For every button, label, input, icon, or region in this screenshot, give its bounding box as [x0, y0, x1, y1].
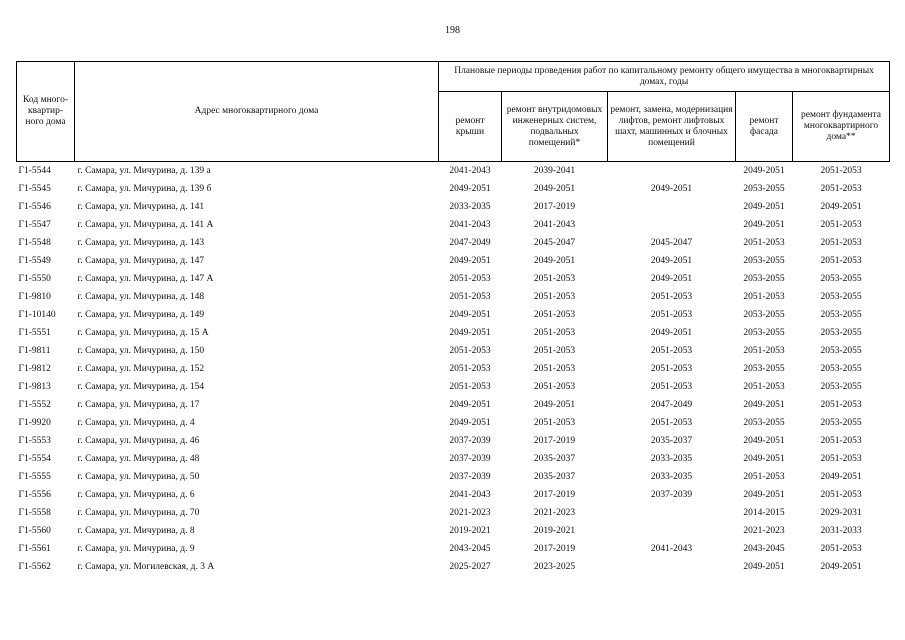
table-row [17, 234, 890, 252]
cell-facade: 2014-2015 [743, 508, 785, 518]
cell-roof: 2049-2051 [449, 328, 491, 338]
cell-facade: 2053-2055 [743, 184, 785, 194]
cell-foundation: 2051-2053 [820, 544, 862, 554]
cell-engineering-systems: 2051-2053 [533, 274, 576, 284]
table-row [17, 432, 890, 450]
cell-roof: 2037-2039 [449, 472, 491, 482]
cell-code: Г1-5555 [18, 472, 51, 482]
cell-roof: 2043-2045 [449, 544, 491, 554]
cell-elevators [608, 522, 736, 540]
table-header [17, 62, 890, 162]
cell-address: г. Самара, ул. Мичурина, д. 152 [77, 364, 205, 374]
cell-facade: 2049-2051 [743, 400, 785, 410]
cell-engineering-systems: 2049-2051 [533, 400, 576, 410]
table-row [17, 342, 890, 360]
cell-engineering-systems: 2051-2053 [533, 328, 576, 338]
cell-engineering-systems: 2049-2051 [533, 184, 576, 194]
cell-facade: 2053-2055 [743, 256, 785, 266]
cell-elevators: 2051-2053 [650, 292, 693, 302]
cell-code: Г1-9920 [18, 418, 51, 428]
cell-address: г. Самара, ул. Мичурина, д. 8 [77, 526, 195, 536]
table-body [17, 162, 890, 577]
cell-engineering-systems: 2019-2021 [533, 526, 576, 536]
table-row [17, 540, 890, 558]
header-engineering-systems: ремонт внутридомовых инженерных систем, подвальных помещений* [502, 92, 608, 162]
cell-roof: 2037-2039 [449, 454, 491, 464]
cell-engineering-systems: 2035-2037 [533, 454, 576, 464]
cell-facade: 2051-2053 [743, 472, 785, 482]
cell-code: Г1-5546 [18, 202, 51, 212]
cell-foundation: 2051-2053 [820, 454, 862, 464]
table-row [17, 450, 890, 468]
cell-address: г. Самара, ул. Мичурина, д. 70 [77, 508, 200, 518]
header-facade: ремонт фасада [736, 92, 793, 162]
cell-engineering-systems: 2035-2037 [533, 472, 576, 482]
table-row [17, 198, 890, 216]
cell-roof: 2041-2043 [449, 490, 491, 500]
cell-code: Г1-5552 [18, 400, 51, 410]
table-row [17, 180, 890, 198]
cell-roof: 2019-2021 [449, 526, 491, 536]
cell-roof: 2049-2051 [449, 310, 491, 320]
cell-facade: 2049-2051 [743, 202, 785, 212]
table-row [17, 396, 890, 414]
cell-address: г. Самара, ул. Мичурина, д. 48 [77, 454, 200, 464]
cell-code: Г1-5562 [18, 562, 51, 572]
cell-roof: 2041-2043 [449, 166, 491, 176]
cell-code: Г1-9811 [18, 346, 51, 356]
cell-facade: 2049-2051 [743, 562, 785, 572]
header-foundation: ремонт фундамента многоквартирного дома** [793, 92, 890, 162]
table-row [17, 360, 890, 378]
cell-foundation: 2053-2055 [820, 418, 862, 428]
cell-address: г. Самара, ул. Мичурина, д. 17 [77, 400, 200, 410]
cell-engineering-systems: 2049-2051 [533, 256, 576, 266]
cell-code: Г1-5545 [18, 184, 51, 194]
cell-code: Г1-5547 [18, 220, 51, 230]
cell-elevators [608, 504, 736, 522]
cell-roof: 2049-2051 [449, 400, 491, 410]
cell-elevators: 2049-2051 [650, 184, 693, 194]
cell-address: г. Самара, ул. Мичурина, д. 15 А [77, 328, 209, 338]
table-row [17, 468, 890, 486]
cell-elevators: 2051-2053 [650, 346, 693, 356]
cell-facade: 2049-2051 [743, 454, 785, 464]
cell-roof: 2049-2051 [449, 256, 491, 266]
cell-address: г. Самара, ул. Мичурина, д. 154 [77, 382, 205, 392]
cell-code: Г1-9810 [18, 292, 51, 302]
cell-address: г. Самара, ул. Мичурина, д. 148 [77, 292, 205, 302]
cell-foundation: 2053-2055 [820, 292, 862, 302]
cell-foundation: 2051-2053 [820, 238, 862, 248]
cell-address: г. Самара, ул. Мичурина, д. 139 а [77, 166, 211, 176]
cell-elevators [608, 216, 736, 234]
cell-foundation: 2053-2055 [820, 328, 862, 338]
cell-foundation: 2053-2055 [820, 310, 862, 320]
table-row [17, 414, 890, 432]
cell-address: г. Самара, ул. Мичурина, д. 139 б [77, 184, 212, 194]
cell-foundation: 2053-2055 [820, 364, 862, 374]
cell-elevators: 2051-2053 [650, 418, 693, 428]
cell-foundation: 2051-2053 [820, 220, 862, 230]
cell-foundation: 2049-2051 [820, 562, 862, 572]
cell-code: Г1-5560 [18, 526, 51, 536]
cell-foundation: 2031-2033 [820, 526, 862, 536]
cell-address: г. Самара, ул. Мичурина, д. 150 [77, 346, 205, 356]
cell-facade: 2053-2055 [743, 274, 785, 284]
cell-elevators: 2049-2051 [650, 328, 693, 338]
cell-engineering-systems: 2051-2053 [533, 346, 576, 356]
cell-facade: 2051-2053 [743, 346, 785, 356]
cell-foundation: 2053-2055 [820, 274, 862, 284]
cell-facade: 2021-2023 [743, 526, 785, 536]
cell-facade: 2049-2051 [743, 166, 785, 176]
cell-address: г. Самара, ул. Мичурина, д. 6 [77, 490, 195, 500]
cell-engineering-systems: 2045-2047 [533, 238, 576, 248]
header-address: Адрес многоквартирного дома [75, 62, 439, 162]
cell-foundation: 2053-2055 [820, 382, 862, 392]
table-row [17, 558, 890, 576]
cell-facade: 2051-2053 [743, 292, 785, 302]
cell-address: г. Самара, ул. Мичурина, д. 141 [77, 202, 205, 212]
cell-code: Г1-9813 [18, 382, 51, 392]
cell-roof: 2021-2023 [449, 508, 491, 518]
cell-roof: 2041-2043 [449, 220, 491, 230]
cell-roof: 2025-2027 [449, 562, 491, 572]
cell-address: г. Самара, ул. Мичурина, д. 149 [77, 310, 205, 320]
cell-address: г. Самара, ул. Мичурина, д. 143 [77, 238, 205, 248]
cell-facade: 2051-2053 [743, 238, 785, 248]
cell-facade: 2049-2051 [743, 436, 785, 446]
cell-foundation: 2051-2053 [820, 166, 862, 176]
cell-foundation: 2051-2053 [820, 256, 862, 266]
header-roof: ремонт крыши [439, 92, 502, 162]
cell-facade: 2053-2055 [743, 418, 785, 428]
table-row [17, 270, 890, 288]
cell-roof: 2047-2049 [449, 238, 491, 248]
cell-elevators: 2035-2037 [650, 436, 693, 446]
cell-facade: 2043-2045 [743, 544, 785, 554]
header-periods: Плановые периоды проведения работ по капитальному ремонту общего имущества в многоквартирных домах, годы [439, 62, 890, 92]
cell-address: г. Самара, ул. Мичурина, д. 147 [77, 256, 205, 266]
cell-engineering-systems: 2023-2025 [533, 562, 576, 572]
cell-engineering-systems: 2017-2019 [533, 202, 576, 212]
table-row [17, 306, 890, 324]
cell-facade: 2049-2051 [743, 220, 785, 230]
cell-facade: 2049-2051 [743, 490, 785, 500]
cell-elevators: 2041-2043 [650, 544, 693, 554]
cell-foundation: 2051-2053 [820, 400, 862, 410]
cell-engineering-systems: 2051-2053 [533, 310, 576, 320]
cell-code: Г1-5561 [18, 544, 51, 554]
cell-code: Г1-5550 [18, 274, 51, 284]
cell-roof: 2051-2053 [449, 364, 491, 374]
table-row [17, 216, 890, 234]
page-number: 198 [445, 25, 460, 36]
cell-code: Г1-5549 [18, 256, 51, 266]
cell-address: г. Самара, ул. Мичурина, д. 46 [77, 436, 200, 446]
cell-code: Г1-5548 [18, 238, 51, 248]
cell-elevators: 2033-2035 [650, 454, 693, 464]
cell-elevators [608, 162, 736, 181]
header-code: Код много-квартир-ного дома [17, 62, 75, 162]
table-row [17, 504, 890, 522]
cell-engineering-systems: 2051-2053 [533, 292, 576, 302]
cell-address: г. Самара, ул. Мичурина, д. 9 [77, 544, 195, 554]
table-row [17, 486, 890, 504]
cell-facade: 2053-2055 [743, 328, 785, 338]
cell-code: Г1-5551 [18, 328, 51, 338]
cell-engineering-systems: 2051-2053 [533, 382, 576, 392]
cell-elevators: 2051-2053 [650, 382, 693, 392]
cell-foundation: 2029-2031 [820, 508, 862, 518]
cell-address: г. Самара, ул. Мичурина, д. 4 [77, 418, 195, 428]
cell-address: г. Самара, ул. Мичурина, д. 147 А [77, 274, 214, 284]
table-row [17, 288, 890, 306]
cell-foundation: 2053-2055 [820, 346, 862, 356]
cell-elevators: 2051-2053 [650, 364, 693, 374]
cell-code: Г1-5544 [18, 166, 51, 176]
cell-elevators: 2047-2049 [650, 400, 693, 410]
cell-engineering-systems: 2051-2053 [533, 364, 576, 374]
table-row [17, 522, 890, 540]
capital-repair-schedule-table [16, 61, 890, 576]
cell-elevators: 2049-2051 [650, 274, 693, 284]
cell-elevators [608, 198, 736, 216]
cell-roof: 2049-2051 [449, 184, 491, 194]
cell-foundation: 2049-2051 [820, 472, 862, 482]
cell-foundation: 2051-2053 [820, 490, 862, 500]
cell-facade: 2051-2053 [743, 382, 785, 392]
cell-elevators: 2037-2039 [650, 490, 693, 500]
cell-code: Г1-5558 [18, 508, 51, 518]
cell-foundation: 2051-2053 [820, 436, 862, 446]
cell-roof: 2037-2039 [449, 436, 491, 446]
cell-roof: 2049-2051 [449, 418, 491, 428]
cell-elevators: 2049-2051 [650, 256, 693, 266]
cell-roof: 2033-2035 [449, 202, 491, 212]
cell-engineering-systems: 2017-2019 [533, 436, 576, 446]
cell-code: Г1-5556 [18, 490, 51, 500]
cell-foundation: 2051-2053 [820, 184, 862, 194]
cell-elevators: 2033-2035 [650, 472, 693, 482]
cell-roof: 2051-2053 [449, 346, 491, 356]
cell-code: Г1-10140 [18, 310, 56, 320]
cell-engineering-systems: 2041-2043 [533, 220, 576, 230]
cell-engineering-systems: 2039-2041 [533, 166, 576, 176]
cell-engineering-systems: 2017-2019 [533, 544, 576, 554]
table-row [17, 252, 890, 270]
cell-engineering-systems: 2021-2023 [533, 508, 576, 518]
table-row [17, 162, 890, 181]
table-row [17, 324, 890, 342]
cell-code: Г1-9812 [18, 364, 51, 374]
cell-roof: 2051-2053 [449, 292, 491, 302]
cell-code: Г1-5553 [18, 436, 51, 446]
cell-address: г. Самара, ул. Мичурина, д. 141 А [77, 220, 214, 230]
cell-engineering-systems: 2017-2019 [533, 490, 576, 500]
table-row [17, 378, 890, 396]
cell-facade: 2053-2055 [743, 310, 785, 320]
cell-engineering-systems: 2051-2053 [533, 418, 576, 428]
cell-roof: 2051-2053 [449, 382, 491, 392]
cell-facade: 2053-2055 [743, 364, 785, 374]
cell-address: г. Самара, ул. Могилевская, д. 3 А [77, 562, 215, 572]
cell-code: Г1-5554 [18, 454, 51, 464]
cell-roof: 2051-2053 [449, 274, 491, 284]
cell-elevators [608, 558, 736, 576]
cell-foundation: 2049-2051 [820, 202, 862, 212]
cell-elevators: 2051-2053 [650, 310, 693, 320]
cell-elevators: 2045-2047 [650, 238, 693, 248]
header-elevators: ремонт, замена, модернизация лифтов, ремонт лифтовых шахт, машинных и блочных помещений [608, 92, 736, 162]
cell-address: г. Самара, ул. Мичурина, д. 50 [77, 472, 200, 482]
